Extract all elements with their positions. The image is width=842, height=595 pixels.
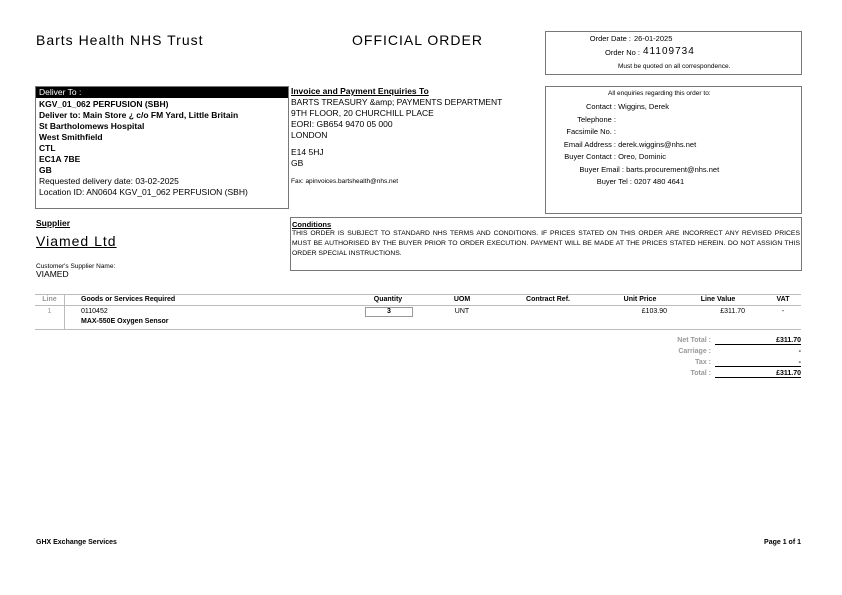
buyer-contact-label: Buyer Contact :	[564, 152, 616, 161]
totals-block	[651, 337, 801, 381]
customer-supplier-label: Customer's Supplier Name:	[36, 263, 116, 270]
location-id: Location ID: AN0604 KGV_01_062 PERFUSION (SBH)	[39, 187, 248, 197]
order-date: 26-01-2025	[634, 34, 673, 43]
contact-box	[545, 86, 802, 214]
header-contract-ref: Contract Ref.	[526, 296, 570, 303]
invoice-line: EORI: GB654 9470 05 000	[291, 119, 393, 129]
trust-name: Barts Health NHS Trust	[36, 32, 204, 48]
deliver-line: St Bartholomews Hospital	[39, 121, 145, 131]
supplier-name: Viamed Ltd	[36, 233, 117, 249]
row-vat: -	[781, 308, 785, 315]
buyer-contact-value: Oreo, Dominic	[618, 152, 667, 161]
document-title: OFFICIAL ORDER	[352, 32, 483, 48]
header-line-value: Line Value	[700, 296, 736, 303]
row-item-description: MAX-550E Oxygen Sensor	[81, 318, 169, 325]
invoice-line: BARTS TREASURY &amp; PAYMENTS DEPARTMENT	[291, 97, 503, 107]
invoice-line: 9TH FLOOR, 20 CHURCHILL PLACE	[291, 108, 434, 118]
invoice-title: Invoice and Payment Enquiries To	[291, 86, 429, 96]
header-vat: VAT	[776, 296, 790, 303]
row-quantity: 3	[365, 307, 413, 317]
invoice-line: LONDON	[291, 130, 328, 140]
order-number: 41109734	[643, 46, 695, 57]
invoice-section	[290, 86, 546, 213]
net-total-label: Net Total :	[677, 337, 711, 344]
tax-label: Tax :	[695, 359, 711, 366]
deliver-line: Deliver to: Main Store ¿ c/o FM Yard, Little Britain	[39, 110, 239, 120]
conditions-box	[290, 217, 802, 271]
conditions-title: Conditions	[292, 220, 332, 229]
conditions-text: THIS ORDER IS SUBJECT TO STANDARD NHS TERMS AND CONDITIONS. IF PRICES STATED ON THIS ORDER ARE INCORRECT ANY REVISED PRICES MUST BE AUTHORISED BY THE BUYER PRIOR TO ORDER EXECUTION. PAYMENT WILL BE MADE AT THE PRICES STATED HEREIN. DO NOT ASSIGN THIS ORDER SPECIAL INSTRUCTIONS.	[292, 230, 800, 257]
header-goods: Goods or Services Required	[81, 296, 176, 303]
contact-note: All enquiries regarding this order to:	[608, 90, 711, 97]
deliver-line: CTL	[39, 143, 56, 153]
contact-label: Contact :	[585, 102, 616, 111]
invoice-line: GB	[291, 158, 304, 168]
buyer-email-value: barts.procurement@nhs.net	[626, 164, 720, 174]
total-label: Total :	[690, 370, 711, 377]
buyer-email-label: Buyer Email :	[579, 164, 624, 174]
row-uom: UNT	[454, 308, 470, 315]
order-date-label: Order Date :	[589, 34, 631, 43]
buyer-tel-value: 0207 480 4641	[634, 177, 685, 186]
invoice-line: E14 5HJ	[291, 147, 324, 157]
email-label: Email Address :	[563, 139, 616, 149]
net-total-value: £311.70	[715, 337, 801, 345]
tax-value: -	[715, 359, 801, 367]
buyer-tel-label: Buyer Tel :	[596, 177, 632, 186]
order-lines-table	[35, 294, 801, 332]
deliver-to-title: Deliver To :	[36, 87, 288, 98]
order-no-label: Order No :	[604, 48, 640, 57]
carriage-value: -	[798, 348, 801, 355]
page-number: Page 1 of 1	[764, 539, 801, 546]
carriage-label: Carriage :	[678, 348, 711, 355]
telephone-label: Telephone :	[577, 114, 616, 124]
deliver-line: EC1A 7BE	[39, 154, 81, 164]
requested-delivery-date: Requested delivery date: 03-02-2025	[39, 176, 179, 186]
row-line-value: £311.70	[720, 308, 745, 315]
invoice-fax: Fax: apinvoices.bartshealth@nhs.net	[291, 178, 399, 185]
deliver-line: KGV_01_062 PERFUSION (SBH)	[39, 99, 169, 109]
row-item-code: 0110452	[81, 308, 108, 315]
total-value: £311.70	[715, 370, 801, 378]
deliver-to-box	[35, 86, 289, 209]
row-line-number: 1	[47, 308, 52, 315]
header-quantity: Quantity	[373, 296, 403, 303]
contact-value: Wiggins, Derek	[618, 102, 669, 111]
table-row	[35, 305, 801, 330]
quote-note: Must be quoted on all correspondence.	[618, 63, 731, 70]
header-unit-price: Unit Price	[623, 296, 657, 303]
supplier-title: Supplier	[36, 218, 71, 228]
header-uom: UOM	[453, 296, 471, 303]
deliver-line: GB	[39, 165, 52, 175]
customer-supplier-value: VIAMED	[36, 269, 69, 279]
order-info-box	[545, 31, 802, 75]
footer-left: GHX Exchange Services	[36, 539, 117, 546]
facsimile-label: Facsimile No. :	[566, 127, 616, 136]
deliver-line: West Smithfield	[39, 132, 103, 142]
header-line: Line	[35, 295, 65, 305]
email-value: derek.wiggins@nhs.net	[618, 139, 697, 149]
row-unit-price: £103.90	[641, 308, 667, 315]
